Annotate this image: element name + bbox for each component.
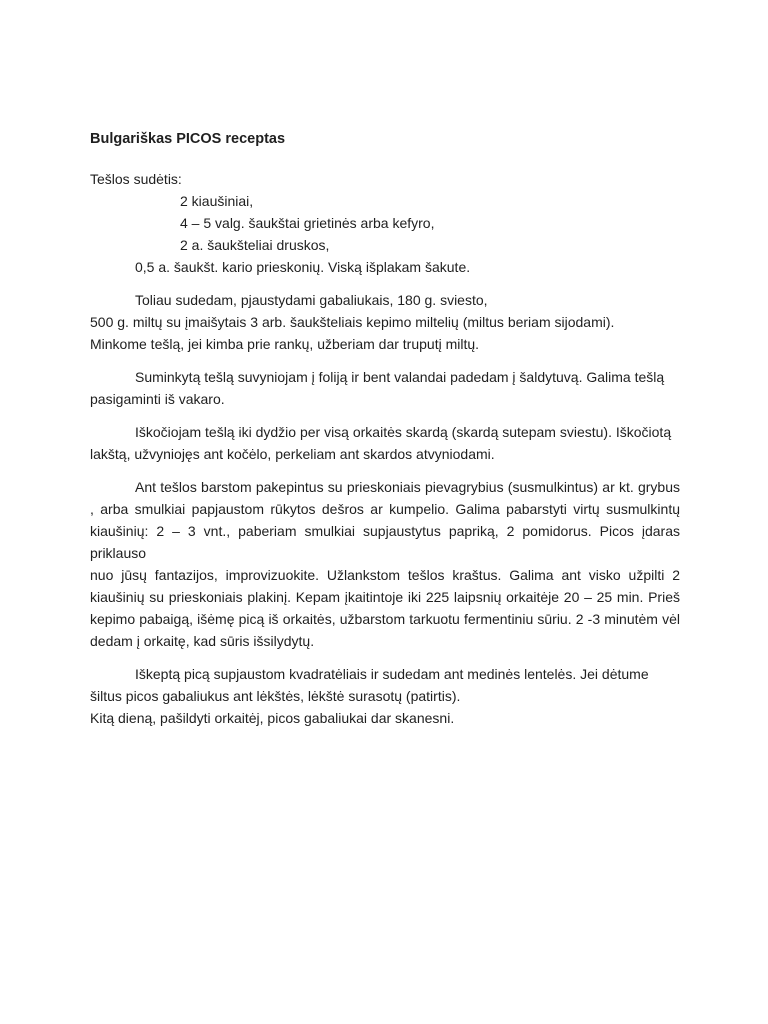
paragraph-line: 500 g. miltų su įmaišytais 3 arb. šaukšteliais kepimo miltelių (miltus beriam sijodami). [90, 314, 615, 330]
paragraph-line: šiltus picos gabaliukus ant lėkštės, lėkštė surasotų (patirtis). [90, 688, 461, 704]
paragraph-line: Iškočiojam tešlą iki dydžio per visą orkaitės skardą (skardą sutepam sviestu). Iškočiotą [135, 424, 672, 440]
recipe-page [90, 128, 680, 740]
paragraph-line: kepimo pabaigą, išėmę picą iš orkaitės, užbarstom tarkuotu fermentiniu sūriu. 2 -3 minutėm vėl [90, 611, 680, 627]
paragraph-line: Iškeptą picą supjaustom kvadratėliais ir sudedam ant medinės lentelės. Jei dėtume [135, 666, 649, 682]
recipe-title: Bulgariškas PICOS receptas [90, 131, 286, 147]
paragraph-mixing [90, 289, 680, 355]
paragraph-line: Ant tešlos barstom pakepintus su prieskoniais pievagrybius (susmulkintus) ar kt. grybus [135, 479, 680, 495]
paragraph-toppings [90, 476, 680, 652]
paragraph-line: lakštą, užvyniojęs ant kočėlo, perkeliam ant skardos atvyniodami. [90, 446, 495, 462]
paragraph-serving [90, 663, 680, 729]
paragraph-line: , arba smulkiai papjaustom rūkytos dešros ar kumpelio. Galima pabarstyti virtų susmulkintų [90, 501, 680, 517]
ingredients-heading: Tešlos sudėtis: [90, 171, 182, 187]
ingredients-block [90, 168, 680, 278]
paragraph-line: pasigaminti iš vakaro. [90, 391, 225, 407]
ingredient-last-line: 0,5 a. šaukšt. kario prieskonių. Viską išplakam šakute. [135, 259, 471, 275]
ingredient-item: 2 kiaušiniai, [180, 193, 254, 209]
paragraph-line: Suminkytą tešlą suvyniojam į foliją ir bent valandai padedam į šaldytuvą. Galima tešlą [135, 369, 665, 385]
ingredient-item: 4 – 5 valg. šaukštai grietinės arba kefyro, [180, 215, 435, 231]
paragraph-line: Kitą dieną, pašildyti orkaitėj, picos gabaliukai dar skanesni. [90, 710, 455, 726]
paragraph-rolling [90, 421, 680, 465]
paragraph-resting [90, 366, 680, 410]
ingredient-item: 2 a. šaukšteliai druskos, [180, 237, 330, 253]
paragraph-line: Toliau sudedam, pjaustydami gabaliukais, 180 g. sviesto, [135, 292, 488, 308]
paragraph-line: kiaušinių su prieskoniais plakinį. Kepam įkaitintoje iki 225 laipsnių orkaitėje 20 – 25 min. Prieš [90, 589, 680, 605]
paragraph-line: Minkome tešlą, jei kimba prie rankų, užberiam dar truputį miltų. [90, 336, 480, 352]
paragraph-line: nuo jūsų fantazijos, improvizuokite. Užlankstom tešlos kraštus. Galima ant visko užpilti 2 [90, 567, 680, 583]
paragraph-line: kiaušinių: 2 – 3 vnt., paberiam smulkiai supjaustytus papriką, 2 pomidorus. Picos įdaras priklauso [90, 523, 680, 561]
paragraph-line: dedam į orkaitę, kad sūris išsilydytų. [90, 633, 315, 649]
